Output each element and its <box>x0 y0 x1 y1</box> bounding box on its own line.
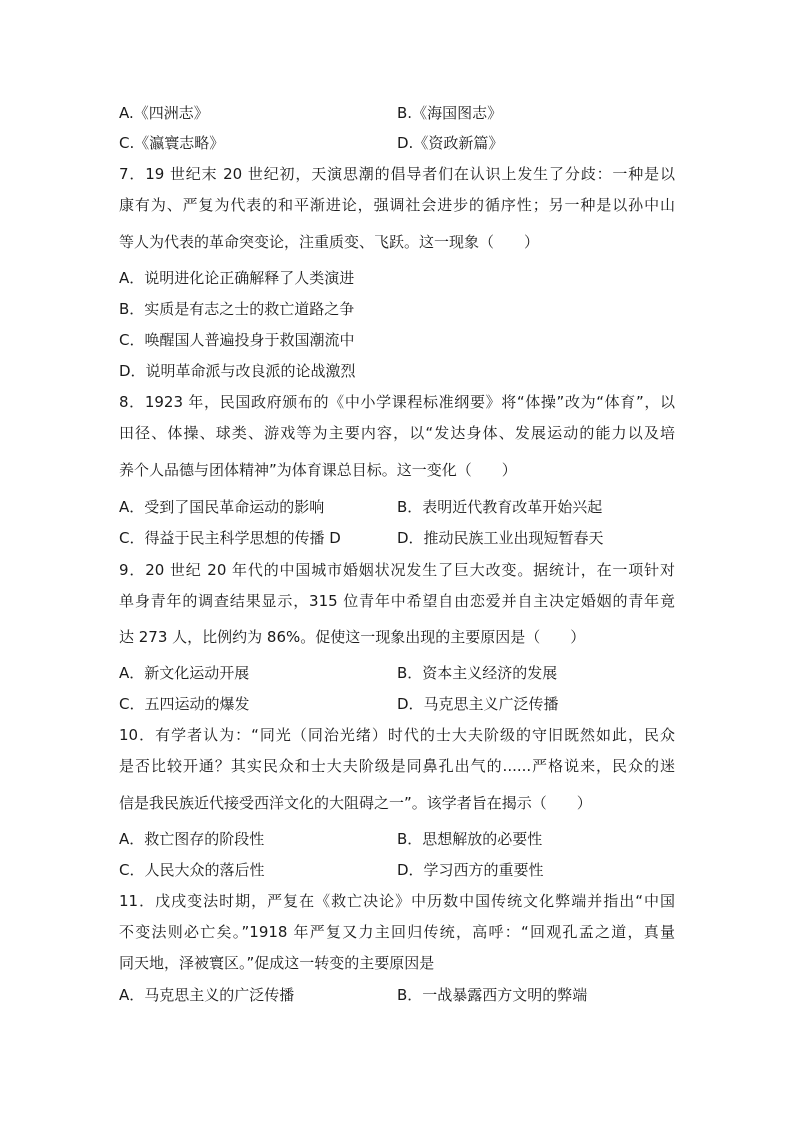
q7-stem-line-3: 等人为代表的革命突变论，注重质变、飞跃。这一现象（ ） <box>119 233 540 251</box>
q6-option-d[interactable]: D.《资政新篇》 <box>397 134 504 152</box>
q7-stem-line-2: 康有为、严复为代表的和平渐进论，强调社会进步的循序性；另一种是以孙中山 <box>119 196 675 214</box>
q11-stem-line-3: 同天地，泽被寰区。”促成这一转变的主要原因是 <box>119 954 435 972</box>
q9-stem-line-2: 单身青年的调查结果显示，315 位青年中希望自由恋爱并自主决定婚姻的青年竟 <box>119 592 675 610</box>
q10-options-row-2 <box>119 860 679 880</box>
q11-option-a[interactable]: A．马克思主义的广泛传播 <box>119 986 295 1004</box>
q11-options-row-1 <box>119 985 679 1005</box>
q9-option-d[interactable]: D．马克思主义广泛传播 <box>397 695 559 713</box>
q10-options-row-1 <box>119 829 679 849</box>
q9-stem-line-1: 9．20 世纪 20 年代的中国城市婚姻状况发生了巨大改变。据统计，在一项针对 <box>119 561 675 579</box>
q9-option-c[interactable]: C．五四运动的爆发 <box>119 695 250 713</box>
q11-option-b[interactable]: B．一战暴露西方文明的弊端 <box>397 986 588 1004</box>
q7-option-a[interactable]: A．说明进化论正确解释了人类演进 <box>119 269 355 287</box>
q8-option-a[interactable]: A．受到了国民革命运动的影响 <box>119 498 325 516</box>
q8-option-b[interactable]: B．表明近代教育改革开始兴起 <box>397 498 603 516</box>
q9-option-a[interactable]: A．新文化运动开展 <box>119 664 250 682</box>
q7-option-d[interactable]: D．说明革命派与改良派的论战激烈 <box>119 362 356 380</box>
q11-stem-line-1: 11．戊戌变法时期，严复在《救亡决论》中历数中国传统文化弊端并指出“中国 <box>119 892 675 910</box>
q8-option-c[interactable]: C．得益于民主科学思想的传播 D <box>119 529 341 547</box>
q7-stem-line-1: 7．19 世纪末 20 世纪初，天演思潮的倡导者们在认识上发生了分歧：一种是以 <box>119 165 675 183</box>
q8-stem-line-2: 田径、体操、球类、游戏等为主要内容，以“发达身体、发展运动的能力以及培 <box>119 424 675 442</box>
q8-options-row-2 <box>119 528 679 548</box>
q10-option-a[interactable]: A．救亡图存的阶段性 <box>119 830 265 848</box>
q11-stem-line-2: 不变法则必亡矣。”1918 年严复又力主回归传统，高呼：“回观孔孟之道，真量 <box>119 923 675 941</box>
q9-options-row-2 <box>119 694 679 714</box>
q8-stem-line-3: 养个人品德与团体精神”为体育课总目标。这一变化（ ） <box>119 461 517 479</box>
q9-option-b[interactable]: B．资本主义经济的发展 <box>397 664 558 682</box>
q8-stem-line-1: 8．1923 年，民国政府颁布的《中小学课程标准纲要》将“体操”改为“体育”，以 <box>119 393 675 411</box>
q6-option-c[interactable]: C.《瀛寰志略》 <box>119 134 225 152</box>
q10-option-b[interactable]: B．思想解放的必要性 <box>397 830 543 848</box>
q7-option-c[interactable]: C．唤醒国人普遍投身于救国潮流中 <box>119 331 355 349</box>
q6-option-b[interactable]: B.《海国图志》 <box>397 104 503 122</box>
q7-option-b[interactable]: B．实质是有志之士的救亡道路之争 <box>119 300 355 318</box>
q9-options-row-1 <box>119 663 679 683</box>
q10-stem-line-2: 是否比较开通？其实民众和士大夫阶级是同鼻孔出气的......严格说来，民众的迷 <box>119 757 675 775</box>
q8-options-row-1 <box>119 497 679 517</box>
q10-option-c[interactable]: C．人民大众的落后性 <box>119 861 265 879</box>
q10-option-d[interactable]: D．学习西方的重要性 <box>397 861 544 879</box>
q10-stem-line-1: 10．有学者认为：“同光（同治光绪）时代的士大夫阶级的守旧既然如此，民众 <box>119 726 675 744</box>
q6-option-a[interactable]: A.《四洲志》 <box>119 104 209 122</box>
q9-stem-line-3: 达 273 人，比例约为 86%。促使这一现象出现的主要原因是（ ） <box>119 628 586 646</box>
q8-option-d[interactable]: D．推动民族工业出现短暂春天 <box>397 529 604 547</box>
q6-options-row-2 <box>119 133 679 153</box>
q6-options-row-1 <box>119 103 679 123</box>
q10-stem-line-3: 信是我民族近代接受西洋文化的大阻碍之一”。该学者旨在揭示（ ） <box>119 794 592 812</box>
